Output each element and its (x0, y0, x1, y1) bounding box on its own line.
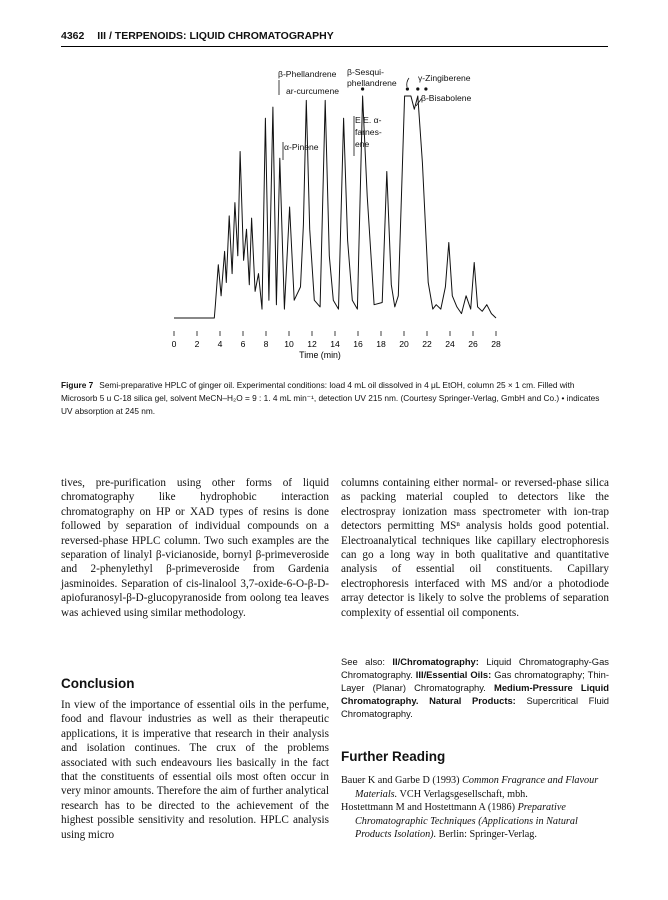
see-also-block (341, 655, 609, 720)
pointer-line (407, 78, 409, 87)
conclusion-paragraph: In view of the importance of essential oils in the perfume, food and flavour industries as well as their therapeutic applications, it is imperative that research in their analysis and isolation continues. The crux of the problems associated with such endeavours lies basically in the fact that the constituents of essential oils most often occur in very minor amounts. Therefore the aim of further analytical research has to be directed to the achievement of the highest possible sensitivity and resolution. HPLC analysis using micro (61, 699, 329, 841)
further-reading-heading: Further Reading (341, 749, 446, 764)
reference-authors: Bauer K and Garbe D (1993) (341, 775, 460, 786)
x-tick-label: 2 (194, 339, 200, 349)
x-axis-title: Time (min) (299, 350, 341, 360)
figure-label: Figure 7 (61, 380, 94, 390)
x-tick-label: 16 (353, 339, 363, 349)
figure-caption (61, 379, 609, 418)
x-tick-label: 28 (491, 339, 501, 349)
peak-label-ee-alpha-farnesene-cont1: farnes- (355, 127, 382, 137)
right-column-paragraph: columns containing either normal- or reversed-phase silica as packing material coupled to detectors like the electrospray ionization mass spectrometer with ion-trap detectors permitting MSⁿ analysis holds good potential. Electroanalytical techniques like capillary electrophoresis can go a long way in both qualitative and quantitative analysis of essential oil constituents. Capillary electrophoresis interfaced with MS and/or a photodiode array detector is likely to solve the problems of separation complexity of essential oil components. (341, 477, 609, 619)
conclusion-heading: Conclusion (61, 676, 135, 691)
see-also-text-3: Supercritical Fluid Chromatography. (341, 695, 610, 719)
uv-245-marker (424, 87, 427, 90)
see-also-text-1: Liquid Chromatography-Gas Chromatography. (341, 656, 609, 680)
see-also-link-mplc[interactable]: Medium-Pressure Liquid Chromatography. Natural Products: (341, 682, 609, 706)
chromatogram-figure (150, 60, 530, 365)
left-column-paragraph: tives, pre-purification using other forms of liquid chromatography like hydrophobic interaction chromatography on HP or XAD types of resins is done followed by separation of individual compounds on a reversed-phase HPLC column. Two such examples are the separation of linalyl β-vicianoside, bornyl β-primeveroside and 2-phenylethyl β-primeveroside from Gardenia jasminoides. Separation of cis-linalool 3,7-oxide-6-O-β-D-apiofuranosyl-β-D-glucopyranoside from oolong tea leaves was achieved using similar methodology. (61, 477, 329, 619)
reference-title: Common Fragrance and Flavour Materials. (355, 775, 599, 800)
chromatogram-chart (150, 60, 530, 365)
page-number: 4362 (61, 30, 85, 42)
uv-245-marker (416, 87, 419, 90)
peak-label-beta-sesquiphellandrene: β-Sesqui- (347, 67, 384, 77)
see-also-link-essential-oils[interactable]: III/Essential Oils: (415, 669, 492, 680)
x-tick-label: 18 (376, 339, 386, 349)
reference-item (341, 774, 609, 801)
peak-label-gamma-zingiberene: γ-Zingiberene (418, 73, 471, 83)
reference-item (341, 801, 609, 842)
reference-title: Preparative Chromatographic Techniques (Applications in Natural Products Isolation). (355, 802, 578, 840)
running-title: III / TERPENOIDS: LIQUID CHROMATOGRAPHY (97, 30, 334, 42)
see-also-link-chromatography[interactable]: II/Chromatography: (392, 656, 479, 667)
uv-245-marker (406, 87, 409, 90)
chromatogram-trace (174, 96, 496, 318)
peak-label-alpha-pinene: α-Pinene (284, 142, 319, 152)
figure-caption-text: Semi-preparative HPLC of ginger oil. Experimental conditions: load 4 mL oil dissolved in 4 μL EtOH, column 25 × 1 cm. Filled with Microsorb 5 u C-18 silica gel, solvent MeCN–H₂O = 9 : 1. 4 mL min⁻¹, detection UV 215 nm. (Courtesy Springer-Verlag, GmbH and Co.) • indicates UV absorption at 245 nm. (61, 380, 600, 416)
peak-label-beta-bisabolene: β-Bisabolene (421, 93, 472, 103)
peak-label-beta-sesquiphellandrene-cont: phellandrene (347, 78, 397, 88)
x-tick-label: 22 (422, 339, 432, 349)
x-tick-label: 24 (445, 339, 455, 349)
x-tick-label: 10 (284, 339, 294, 349)
x-tick-label: 4 (217, 339, 223, 349)
peak-label-ar-curcumene: ar-curcumene (286, 86, 340, 96)
running-header (61, 30, 608, 47)
x-tick-label: 14 (330, 339, 340, 349)
see-also-text-2: Gas chromatography; Thin-Layer (Planar) Chromatography. (341, 669, 609, 693)
peak-label-beta-phellandrene: β-Phellandrene (278, 69, 337, 79)
x-tick-label: 12 (307, 339, 317, 349)
peak-label-ee-alpha-farnesene-cont2: ene (355, 139, 370, 149)
reference-publisher: VCH Verlagsgesellschaft, mbh. (399, 788, 528, 800)
reference-authors: Hostettmann M and Hostettmann A (1986) (341, 802, 516, 813)
see-also-label: See also: (341, 656, 385, 667)
peak-label-ee-alpha-farnesene: E.E. α- (355, 115, 382, 125)
x-tick-label: 0 (171, 339, 177, 349)
x-tick-label: 26 (468, 339, 478, 349)
x-tick-label: 8 (263, 339, 269, 349)
reference-publisher: Berlin: Springer-Verlag. (438, 829, 537, 840)
x-tick-label: 6 (240, 339, 246, 349)
x-tick-label: 20 (399, 339, 409, 349)
